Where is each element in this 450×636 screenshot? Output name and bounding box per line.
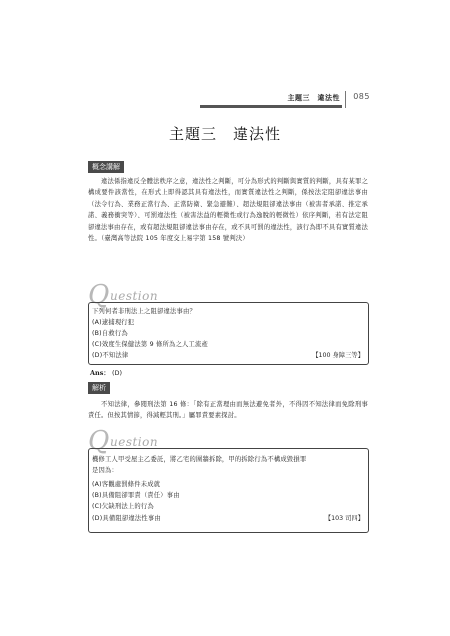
answer-value: (D) [112,369,123,377]
question-option: (B)自救行為 [92,330,128,337]
question-logo-rest: uestion [110,435,159,449]
concept-paragraph: 違法係指違反全體法秩序之意，違法性之判斷，可分為形式的判斷與實質的判斷，具有某罪之構成要件該當性，在形式上即得認其具有違法性，而實質違法性之判斷，係按法定阻卻違法事由（法令行為、業務正當行為、正當防衛、緊急避難）、超法規阻卻違法事由（被害者承諾、推定承諾、義務衝突等）、可罰違法性（被害法益的輕微性或行為逸脫的輕微性）依序判斷，若有法定阻卻違法事由存在，或有超法規阻卻違法事由存在，或不具可罰的違法性，該行為即不具有實質違法性。（臺灣高等法院 105 年度交上易字第 158 號判決） [88,178,368,243]
answer-line [90,368,122,377]
question-stem: 是因為： [92,467,118,474]
question-box-1 [88,302,369,365]
explanation-tag: 解析 [88,382,110,394]
question-option: (B)具備阻卻罪責（責任）事由 [92,492,180,499]
page-title: 主題三 違法性 [168,125,281,143]
question-logo-initial: Q [88,280,110,310]
header-divider [345,91,346,108]
running-header [200,93,370,107]
question-option: (D)不知法律 [92,352,129,359]
question-stem: 機修工人甲受屋主乙委託，將乙宅的圍牆拆除，甲的拆除行為不構成毀損罪 [92,456,307,463]
concept-tag: 概念講解 [88,161,124,173]
explanation-paragraph: 不知法律，參閱刑法第 16 條：「除有正當理由而無法避免者外，不得因不知法律而免除刑事責任。但按其情節，得減輕其刑。」屬罪責要素探討。 [88,401,368,420]
question-option: (C)效度生保健法第 9 條所為之人工流產 [92,341,208,348]
question-source: 【103 司四】 [324,515,364,522]
page-number: 085 [353,92,370,101]
question-logo-rest: uestion [110,289,159,303]
question-option: (A)客觀處罰條件未成就 [92,481,161,488]
question-option: (A)逮捕現行犯 [92,319,135,326]
question-source: 【100 身障三等】 [312,352,364,359]
header-section: 主題三 違法性 [287,94,340,102]
answer-label: Ans： [90,369,110,377]
question-box-2 [88,448,369,533]
header-rule [200,105,342,108]
question-logo-initial: Q [88,426,110,456]
question-stem: 下列何者非刑法上之阻卻違法事由？ [92,308,196,315]
question-option: (D)具備阻卻違法性事由 [92,515,161,522]
question-option: (C)欠缺刑法上的行為 [92,503,154,510]
